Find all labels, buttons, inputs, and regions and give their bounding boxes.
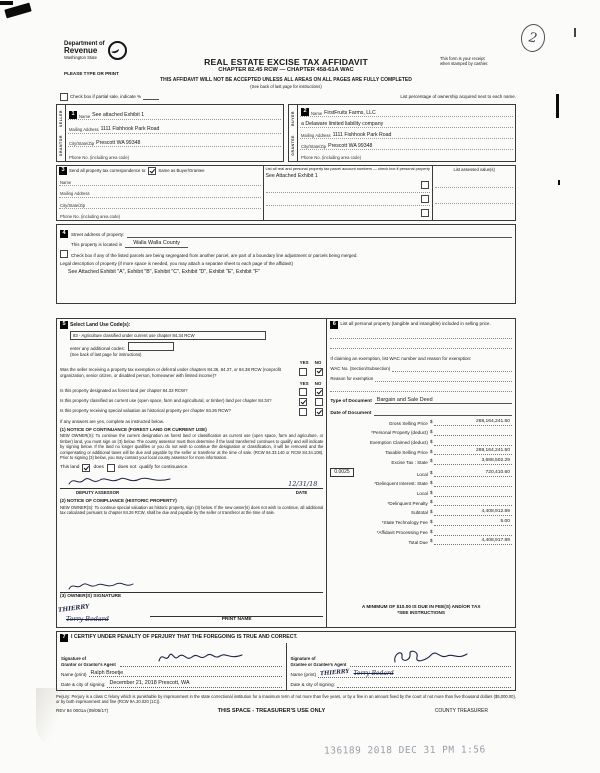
buyer-csz-value[interactable]: Prescott WA 99348 xyxy=(328,142,373,149)
seller-phone-label: Phone No. (including area code) xyxy=(69,154,130,160)
buyer-phone-label: Phone No. (including area code) xyxy=(301,154,362,160)
seller-csz-value[interactable]: Prescott WA 99348 xyxy=(96,139,141,146)
street-address-label: Street address of property: xyxy=(71,231,125,237)
question-current-use: Is this property classified as current use (open space, farm and agricultural, or timber) land per chapter 84.34? xyxy=(60,397,272,403)
receipt-note xyxy=(440,56,516,67)
section-7-marker: 7 xyxy=(60,634,68,642)
treasurer-date-stamp: 136189 2018 DEC 31 PM 1:56 xyxy=(323,744,486,757)
deputy-assessor-signature-line[interactable] xyxy=(60,474,323,489)
buyer-name-value[interactable]: FirstFruits Farms, LLC xyxy=(324,109,376,116)
buyer-address-value[interactable]: 1111 Fishhook Park Road xyxy=(332,131,392,138)
type-of-document-label: Type of Document xyxy=(330,398,372,404)
treasurer-space-label: THIS SPACE - TREASURER'S USE ONLY xyxy=(217,708,326,715)
question-historic: Is this property receiving special valuation as historical property per chapter 84.26 RCW? xyxy=(60,407,231,413)
owner-signature xyxy=(66,580,136,592)
parties-row xyxy=(56,104,516,162)
minimum-fee-note-line1: A MINIMUM OF $10.00 IS DUE IN FEE(S) AND/OR TAX xyxy=(361,603,481,609)
seller-name-value[interactable]: See attached Exhibit 1 xyxy=(92,112,145,119)
reason-for-exemption-label: Reason for exemption xyxy=(330,376,374,382)
section5-see-back-note: (See back of last page for instructions) xyxy=(70,352,142,358)
section-4-property xyxy=(56,224,516,304)
located-county-value[interactable]: Walla Walla County xyxy=(125,240,188,248)
personal-property-checkbox-1[interactable] xyxy=(421,181,429,189)
grantor-date-city-value[interactable]: December 21, 2018 Prescott, WA xyxy=(107,680,281,688)
notice-compliance-title: (2) NOTICE OF COMPLIANCE (HISTORIC PROPERTY) xyxy=(60,498,177,504)
currency-symbol: $ xyxy=(429,519,433,525)
corr-phone-label: Phone No. (including area code) xyxy=(60,213,121,219)
notice-compliance-body: NEW OWNER(S): To continue special valuation as historic property, sign (3) below. If the new owner(s) does not wish to continue, all additional tax calculated pursuant to chapter 84.26 RCW, shall be due and payable by the seller or transferor at the time of sale. xyxy=(60,504,324,516)
corr-name-label: Name xyxy=(60,180,72,185)
personal-property-deduct-label: *Personal Property (deduct) xyxy=(371,430,428,436)
delinquent-interest-state-value[interactable] xyxy=(434,480,512,487)
total-due-label: Total Due xyxy=(408,539,428,545)
form-number: REV 84 0001a (09/06/17) xyxy=(56,708,109,714)
personal-property-checkbox-3[interactable] xyxy=(421,209,429,217)
segregated-checkbox[interactable] xyxy=(60,250,68,258)
seller-address-label: Mailing Address xyxy=(69,127,99,133)
legal-description-value[interactable]: See Attached Exhibit "A", Exhibit "B", Exhibit "C", Exhibit "D", Exhibit "E", Exhibit "F" xyxy=(68,268,260,275)
seller-csz-label: City/State/Zip xyxy=(69,141,95,146)
gross-selling-price-value[interactable]: 288,164,241.50 xyxy=(434,419,512,426)
additional-codes-label: enter any additional codes: xyxy=(70,345,125,351)
buyer-name-value2[interactable]: a Delaware limited liability company xyxy=(301,120,384,127)
scan-artifact-right-tick xyxy=(556,94,559,118)
form-chapter-line: CHAPTER 82.45 RCW — CHAPTER 458-61A WAC xyxy=(218,67,354,73)
grantor-sig-label-1: Signature of xyxy=(61,656,87,662)
currency-symbol: $ xyxy=(429,430,433,435)
q2-yes-checkbox[interactable] xyxy=(299,388,307,396)
exemption-claimed-label: Exemption Claimed (deduct) xyxy=(369,439,428,445)
currency-symbol: $ xyxy=(429,490,433,496)
grantor-signature-line[interactable] xyxy=(120,648,282,667)
minimum-fee-note-line2: *SEE INSTRUCTIONS xyxy=(397,610,445,616)
buyer-side-strip xyxy=(289,105,298,161)
owners-signature-line[interactable] xyxy=(60,578,323,593)
section-2-marker: 2 xyxy=(301,108,309,116)
grantee-side-label: GRANTEE xyxy=(290,134,295,156)
section-7-certification xyxy=(56,631,516,691)
personal-property-label: List all personal property (tangible and intangible) included in selling price. xyxy=(340,321,491,326)
local-tax-value[interactable]: 720,410.60 xyxy=(434,470,512,477)
acceptance-warning: THIS AFFIDAVIT WILL NOT BE ACCEPTED UNLESS ALL AREAS ON ALL PAGES ARE FULLY COMPLETED xyxy=(160,77,412,83)
type-of-document-value[interactable]: Bargain and Sale Deed xyxy=(375,397,512,405)
wac-number-field[interactable] xyxy=(392,366,512,372)
date-of-document-label: Date of Document xyxy=(330,410,372,416)
assessed-values-header: List assessed value(s) xyxy=(453,167,495,172)
grantor-date-city-label: Date & city of signing: xyxy=(61,681,106,687)
grantor-side-label: GRANTOR xyxy=(58,134,63,157)
street-address-field[interactable] xyxy=(127,231,512,238)
grantor-signature-block xyxy=(57,643,286,690)
grantee-name-correction: THIERRY xyxy=(319,668,350,678)
yes-header-2: YES xyxy=(299,380,309,386)
partial-sale-checkbox[interactable] xyxy=(60,93,68,101)
grantor-sig-label-2: Grantor or Grantor's Agent xyxy=(61,661,116,667)
section-6-personal-property xyxy=(327,319,515,627)
handwritten-name-block xyxy=(57,603,144,623)
legal-description-label: Legal description of property (if more space is needed, you may attach a separate sheet to each page of the affidavit) xyxy=(60,260,294,266)
deputy-assessor-label: DEPUTY ASSESSOR xyxy=(76,489,120,495)
local-rate-box: 0.0025 xyxy=(330,468,353,477)
seller-address-value[interactable]: 1111 Fishhook Park Road xyxy=(100,126,160,132)
print-name-label: PRINT NAME xyxy=(221,617,252,623)
section-1-marker: 1 xyxy=(69,111,77,119)
subtotal-value[interactable]: 4,408,912.89 xyxy=(434,509,512,516)
section-3-marker: 3 xyxy=(59,167,67,175)
form-footer xyxy=(56,708,516,715)
currency-symbol: $ xyxy=(429,480,433,486)
q3-yes-checkbox[interactable] xyxy=(299,398,307,406)
logo-revenue: Revenue xyxy=(64,46,98,56)
currency-symbol: $ xyxy=(429,539,433,545)
grantee-name-print-label: Name (print) xyxy=(290,672,317,678)
delinquent-penalty-label: *Delinquent Penalty xyxy=(387,500,428,506)
land-use-code-box[interactable]: 83 - Agriculture classified under current use chapter 84.34 RCW xyxy=(70,331,266,340)
no-header-2: NO xyxy=(314,380,322,386)
q1-no-checkbox[interactable] xyxy=(315,368,323,376)
form-title: REAL ESTATE EXCISE TAX AFFIDAVIT xyxy=(204,57,368,67)
excise-tax-state-value[interactable]: 3,688,502.29 xyxy=(434,458,512,465)
total-due-value[interactable]: 4,408,917.89 xyxy=(434,538,512,545)
logo-state: Washington State xyxy=(64,54,97,60)
assessed-value-field-2[interactable] xyxy=(435,188,513,204)
exemption-claimed-value[interactable] xyxy=(434,439,512,446)
personal-property-deduct-value[interactable] xyxy=(434,429,512,436)
qualify-label: qualify for continuance. xyxy=(139,465,189,471)
yes-header: YES xyxy=(299,360,309,366)
certification-statement: I CERTIFY UNDER PENALTY OF PERJURY THAT THE FOREGOING IS TRUE AND CORRECT. xyxy=(71,634,298,641)
question-forest-land: Is this property designated as forest land per chapter 84.33 RCW? xyxy=(60,387,188,393)
date-label: DATE xyxy=(295,489,308,495)
form-header xyxy=(56,40,516,104)
grantor-name-print-label: Name (print) xyxy=(61,671,87,677)
handwritten-correction: THIERRY xyxy=(57,603,90,614)
owners-signature-label: (3) OWNER(S) SIGNATURE xyxy=(60,593,122,599)
grantee-signature xyxy=(391,648,471,666)
does-not-checkbox[interactable] xyxy=(107,464,115,472)
corr-csz-label: City/State/Zip xyxy=(60,202,86,208)
buyer-side-label: BUYER xyxy=(290,110,295,126)
personal-property-field-2[interactable] xyxy=(330,339,512,349)
delinquent-interest-local-value[interactable] xyxy=(434,490,512,497)
print-name-line[interactable] xyxy=(150,606,323,617)
county-treasurer-label: COUNTY TREASURER xyxy=(434,708,488,715)
grantee-signature-line[interactable] xyxy=(350,648,511,667)
receipt-note-line1: This form is your receipt xyxy=(440,56,485,61)
corr-address-label: Mailing Address xyxy=(60,191,90,197)
personal-property-checkbox-2[interactable] xyxy=(421,195,429,203)
partial-sale-row xyxy=(60,93,516,101)
currency-symbol: $ xyxy=(429,500,433,506)
q4-yes-checkbox[interactable] xyxy=(299,408,307,416)
currency-symbol: $ xyxy=(429,439,433,445)
seller-box xyxy=(56,104,284,162)
section-6-marker: 6 xyxy=(330,321,338,329)
date-of-document-field[interactable] xyxy=(374,409,512,416)
excise-tax-state-label: Excise Tax : State xyxy=(391,459,428,465)
crossed-out-name: Terry Bedard xyxy=(66,615,109,623)
section-5-marker: 5 xyxy=(60,321,68,329)
does-not-label: does not xyxy=(117,465,137,471)
minimum-fee-note xyxy=(330,604,512,617)
buyer-csz-label: City/State/Zip xyxy=(301,143,327,149)
partial-sale-percent-field[interactable] xyxy=(143,94,159,100)
same-as-buyer-label: Same as Buyer/Grantee xyxy=(158,168,205,174)
grantee-name-print-value[interactable] xyxy=(318,670,511,679)
assessed-value-field-1[interactable] xyxy=(435,172,513,188)
this-land-label: This land xyxy=(60,465,80,471)
delinquent-interest-local-label: Local xyxy=(416,490,428,496)
assessed-value-field-3[interactable] xyxy=(435,204,513,219)
affidavit-processing-fee-value[interactable] xyxy=(434,529,512,536)
scan-artifact-edge xyxy=(0,1,13,5)
buyer-name-label: Name xyxy=(311,110,323,116)
seller-side-strip xyxy=(57,105,66,161)
currency-symbol: $ xyxy=(429,420,433,426)
notice-continuance-body: NEW OWNER(S): To continue the current designation as forest land or classification as current use (open space, farm and agriculture, or timber) land, you must sign on (3) below. The county assessor must then determine if the land transferred continues to qualify and will indicate by signing below. If the land no longer qualifies or you do not wish to continue the designation or classification, it will be removed and the compensating or additional taxes will be due and payable by the seller or transferor at the time of sale. (RCW 84.33.140 or RCW 84.34.108). Prior to signing (3) below, you may contact your local county assessor for more information. xyxy=(60,433,324,461)
lower-sections xyxy=(56,318,516,628)
logo-dept: Department of xyxy=(64,41,105,47)
wac-number-label: WAC No. (Section/Subsection) xyxy=(330,366,391,372)
q1-yes-checkbox[interactable] xyxy=(299,368,307,376)
grantor-signature xyxy=(156,648,246,666)
currency-symbol: $ xyxy=(429,510,433,516)
local-tax-label: Local xyxy=(416,471,428,477)
additional-codes-field[interactable] xyxy=(128,342,174,351)
land-use-label: Select Land Use Code(s): xyxy=(70,321,131,328)
state-technology-fee-value[interactable]: 5.00 xyxy=(434,519,512,526)
section-3-tax-correspondence xyxy=(56,165,516,221)
delinquent-penalty-value[interactable] xyxy=(434,499,512,506)
seller-side-label: SELLER xyxy=(58,109,63,127)
q4-no-checkbox[interactable] xyxy=(315,408,323,416)
q3-no-checkbox[interactable] xyxy=(315,398,323,406)
subtotal-label: Subtotal xyxy=(411,510,428,516)
scan-artifact-corner xyxy=(574,28,576,37)
does-checkbox[interactable] xyxy=(82,464,90,472)
perjury-notice: Perjury: Perjury is a class C felony which is punishable by imprisonment in the state correctional institution for a maximum term of not more than five years, or by a fine in an amount fixed by the court of not more than five thousand dollars ($5,000.00), or by both imprisonment and fine (RCW 9A.20.020 (1C)). xyxy=(56,693,516,704)
no-header: NO xyxy=(314,360,322,366)
same-as-buyer-checkbox[interactable] xyxy=(148,167,156,175)
state-technology-fee-label: *State Technology Fee xyxy=(381,520,428,526)
section-5-land-use xyxy=(57,319,327,627)
personal-property-field-1[interactable] xyxy=(330,329,512,339)
currency-symbol: $ xyxy=(429,471,433,477)
grantee-date-city-label: Date & city of signing: xyxy=(290,681,335,687)
segregated-label: Check box if any of the listed parcels are being segregated from another parcel, are part of a boundary line adjustment or parcels being merged. xyxy=(71,252,358,258)
deputy-assessor-signature xyxy=(66,474,176,488)
affidavit-form xyxy=(56,40,516,715)
please-type-or-print: PLEASE TYPE OR PRINT xyxy=(64,71,119,76)
parcel-numbers-header: List all real and personal property tax parcel account numbers — check box if personal property xyxy=(265,166,430,171)
reason-field-2[interactable] xyxy=(330,382,512,392)
grantor-name-print-value[interactable]: Ralph Broetje xyxy=(89,670,282,678)
q2-no-checkbox[interactable] xyxy=(315,388,323,396)
grantee-name-crossed: Terry Bedard xyxy=(353,669,394,677)
question-exemption: Was the seller receiving a property tax exemption or deferral under chapters 84.36, 84.37, or 84.38 RCW (nonprofit organization, senior citizen, or disabled person, homeowner with limited income)? xyxy=(60,367,282,378)
delinquent-interest-state-label: *Delinquent Interest: State xyxy=(374,481,428,487)
buyer-address-label: Mailing Address xyxy=(301,132,331,138)
handwritten-page-number xyxy=(519,22,547,53)
taxable-selling-price-value[interactable]: 288,164,241.50 xyxy=(434,448,512,455)
grantee-date-city-field[interactable] xyxy=(337,681,511,688)
see-back-note: (See back of last page for instructions) xyxy=(250,83,322,89)
seller-name-label: Name xyxy=(79,113,91,119)
parcel-numbers-value[interactable]: See Attached Exhibit 1 xyxy=(265,172,318,179)
send-correspondence-label: Send all property tax correspondence to: xyxy=(69,168,147,174)
section-4-marker: 4 xyxy=(60,230,68,238)
notice-continuance-title: (1) NOTICE OF CONTINUANCE (FOREST LAND OR CURRENT USE) xyxy=(60,427,207,433)
receipt-note-line2: when stamped by cashier. xyxy=(440,61,489,67)
currency-symbol: $ xyxy=(429,449,433,455)
currency-symbol: $ xyxy=(429,529,433,535)
scan-artifact-right-dot xyxy=(558,180,560,185)
exemption-header: If claiming an exemption, list WAC number and reason for exemption: xyxy=(330,356,472,361)
affidavit-processing-fee-label: *Affidavit Processing Fee xyxy=(376,529,428,535)
located-in-label: This property is located in xyxy=(71,242,123,248)
grantee-sig-label-2: Grantee or Grantee's Agent xyxy=(290,661,347,667)
page-number-text: 2 xyxy=(527,29,539,47)
ownership-percentage-note: List percentage of ownership acquired next to each name. xyxy=(400,94,516,100)
does-label: does xyxy=(93,465,104,471)
if-yes-note: If any answers are yes, complete as instructed below. xyxy=(60,418,164,424)
currency-symbol: $ xyxy=(429,459,433,465)
deputy-date-handwritten: 12/31/18 xyxy=(288,480,318,489)
taxable-selling-price-label: Taxable Selling Price xyxy=(385,449,428,455)
buyer-box xyxy=(288,104,516,162)
grantee-signature-block xyxy=(286,643,516,690)
partial-sale-label: Check box if partial sale, indicate % xyxy=(70,94,142,100)
grantee-sig-label-1: Signature of xyxy=(290,656,316,662)
gross-selling-price-label: Gross Selling Price xyxy=(388,420,428,426)
